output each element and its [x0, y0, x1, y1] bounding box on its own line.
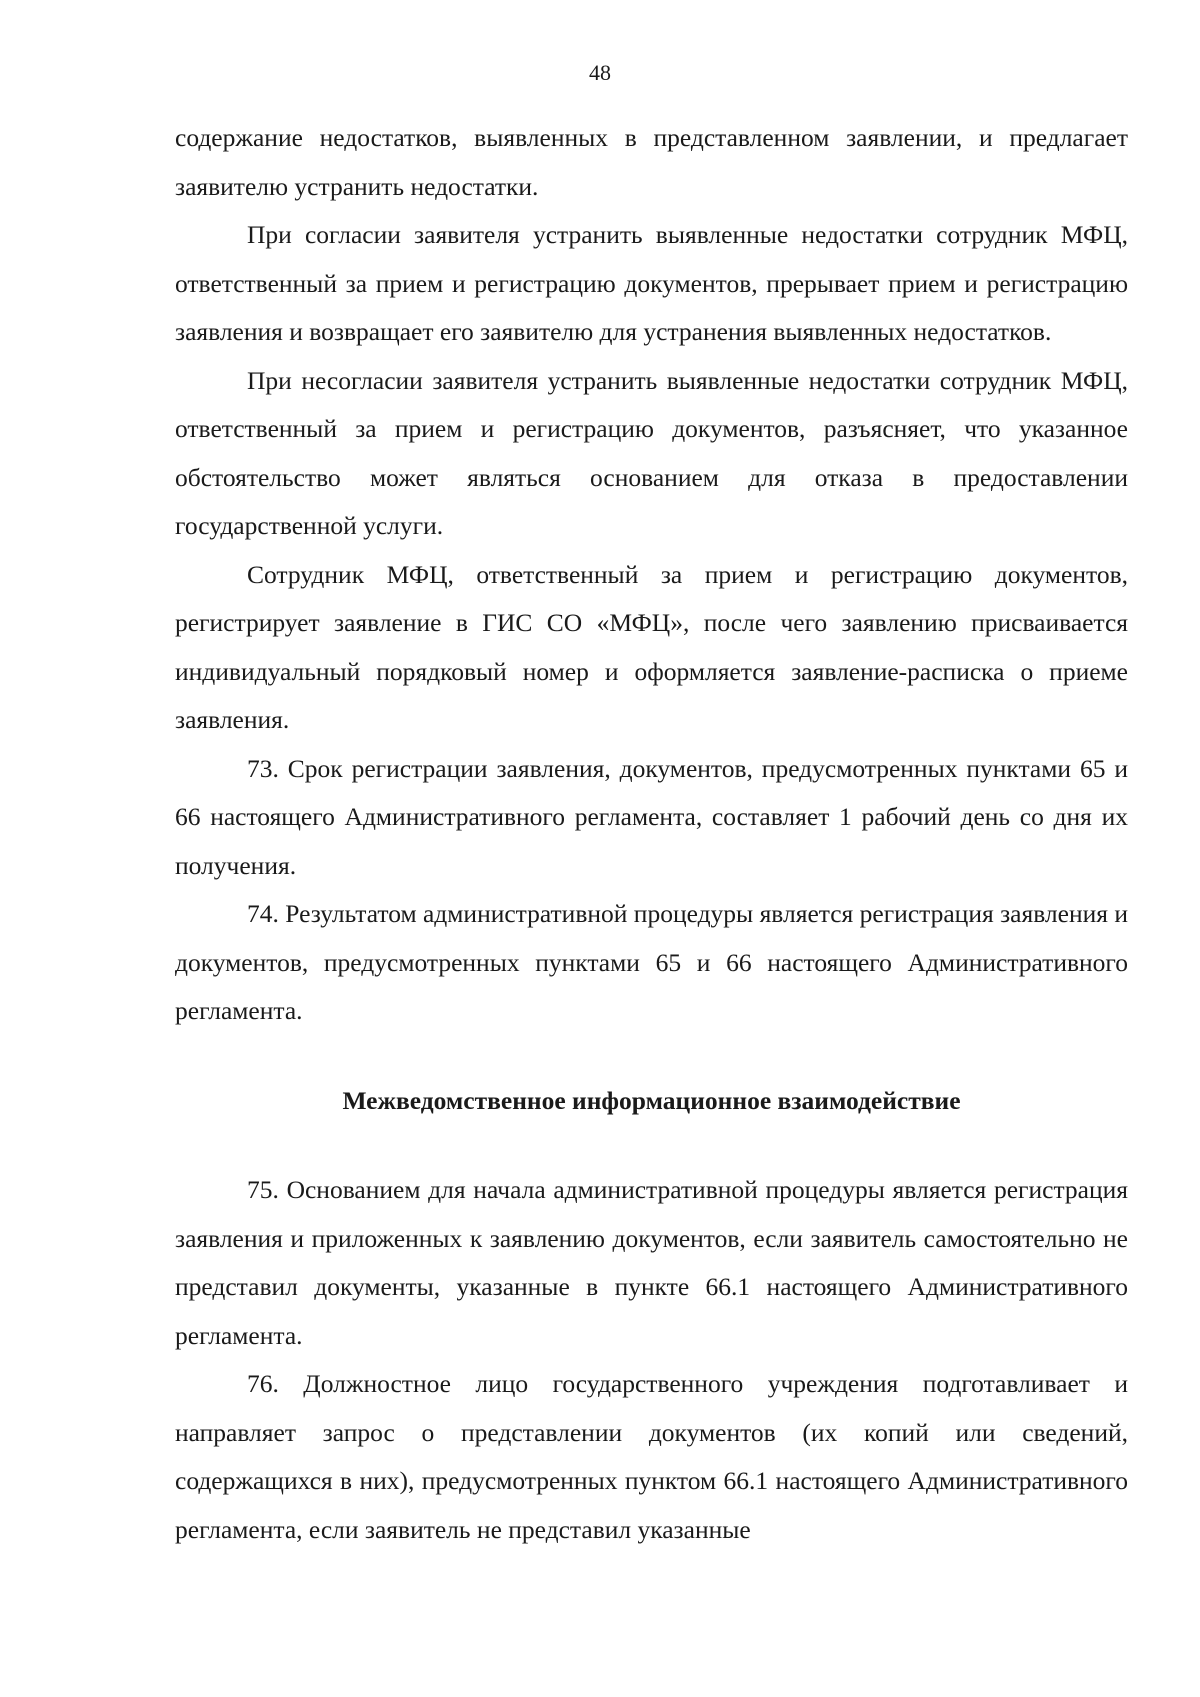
- paragraph-agreement: При согласии заявителя устранить выявленные недостатки сотрудник МФЦ, ответственный за прием и регистрацию документов, прерывает прием и регистрацию заявления и возвращает его заявителю для устранения выявленных недостатков.: [175, 220, 1128, 346]
- document-body: [175, 114, 1128, 1554]
- paragraph-continuation: содержание недостатков, выявленных в представленном заявлении, и предлагает заявителю устранить недостатки.: [175, 123, 1128, 201]
- page-number: 48: [589, 60, 611, 85]
- paragraph-registration: Сотрудник МФЦ, ответственный за прием и регистрацию документов, регистрирует заявление в ГИС СО «МФЦ», после чего заявлению присваивается индивидуальный порядковый номер и оформляется заявление-расписка о приеме заявления.: [175, 559, 1128, 734]
- section-heading: Межведомственное информационное взаимодействие: [342, 1085, 961, 1115]
- paragraph-disagreement: При несогласии заявителя устранить выявленные недостатки сотрудник МФЦ, ответственный за прием и регистрацию документов, разъясняет, что указанное обстоятельство может являться основанием для отказа в предоставлении государственной услуги.: [175, 365, 1128, 540]
- paragraph-item-74: 74. Результатом административной процедуры является регистрация заявления и документов, предусмотренных пунктами 65 и 66 настоящего Административного регламента.: [175, 899, 1128, 1025]
- paragraph-item-73: 73. Срок регистрации заявления, документов, предусмотренных пунктами 65 и 66 настоящего Административного регламента, составляет 1 рабочий день со дня их получения.: [175, 753, 1128, 880]
- paragraph-item-75: 75. Основанием для начала административной процедуры является регистрация заявления и приложенных к заявлению документов, если заявитель самостоятельно не представил документы, указанные в пункте 66.1 настоящего Административного регламента.: [175, 1175, 1128, 1350]
- paragraph-item-76: 76. Должностное лицо государственного учреждения подготавливает и направляет запрос о представлении документов (их копий или сведений, содержащихся в них), предусмотренных пунктом 66.1 настоящего Административного регламента, если заявитель не представил указанные: [175, 1369, 1128, 1544]
